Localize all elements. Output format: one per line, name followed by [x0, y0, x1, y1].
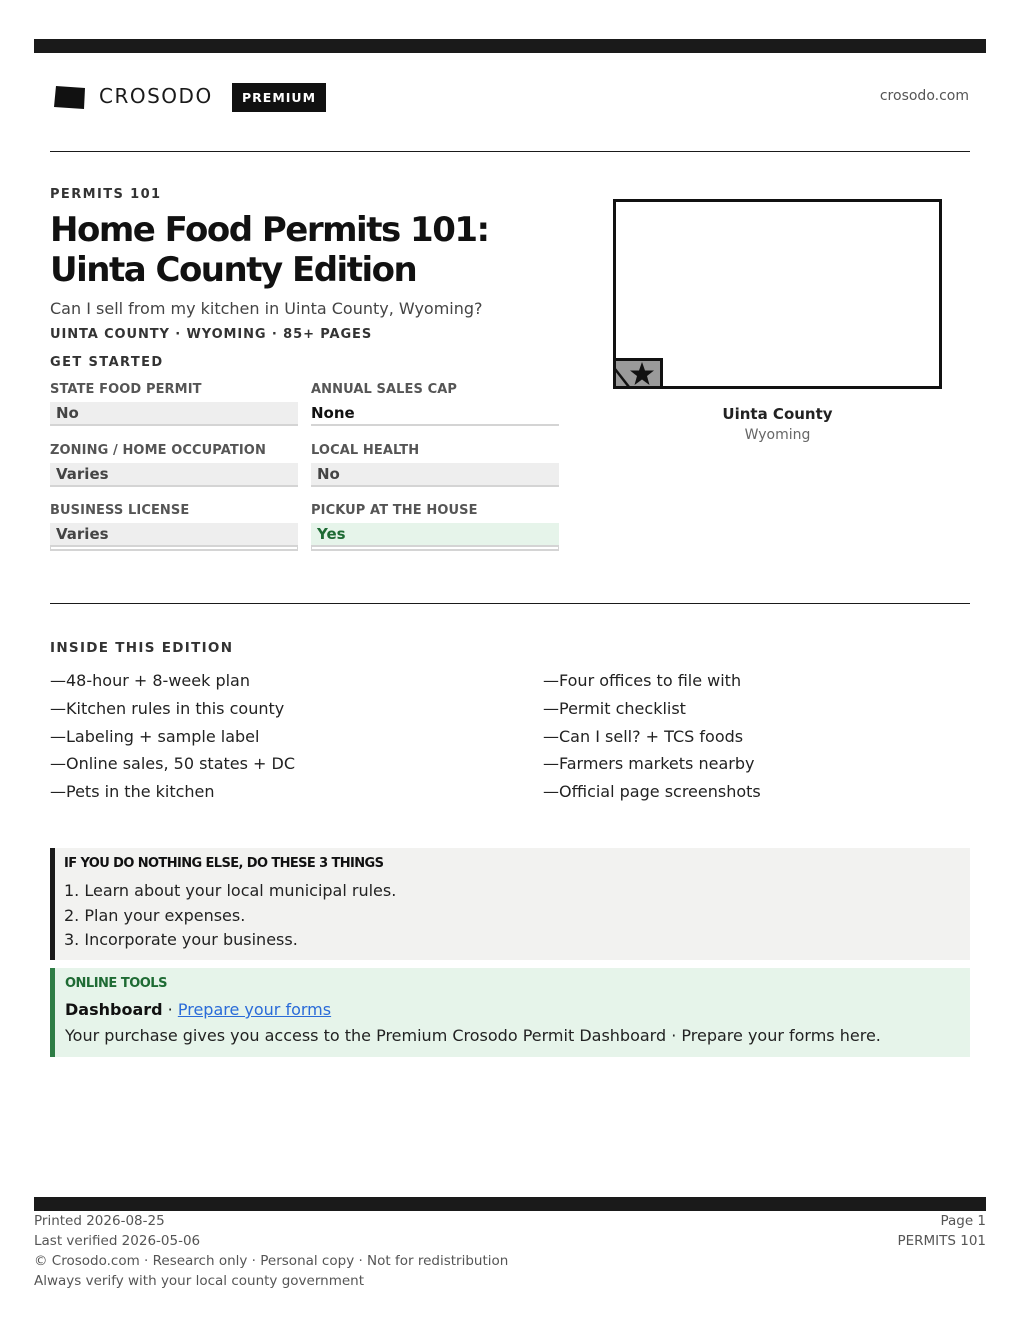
field-value: No: [311, 463, 559, 487]
field-label: ZONING / HOME OCCUPATION: [50, 443, 266, 458]
list-item: —Pets in the kitchen: [50, 782, 215, 802]
verify-disclaimer: Always verify with your local county government: [34, 1273, 364, 1289]
get-started-heading: GET STARTED: [50, 355, 164, 370]
top-rule-bar: [34, 39, 986, 53]
copyright-notice: © Crosodo.com · Research only · Personal copy · Not for redistribution: [34, 1253, 509, 1269]
list-item: —Official page screenshots: [543, 782, 761, 802]
site-url[interactable]: crosodo.com: [879, 88, 969, 104]
list-item: —48-hour + 8-week plan: [50, 671, 250, 690]
list-item: —Kitchen rules in this county: [50, 698, 285, 718]
callout-title: IF YOU DO NOTHING ELSE, DO THESE 3 THINGS: [64, 856, 384, 871]
list-item: 2. Plan your expenses.: [64, 905, 246, 925]
field-pickup-at-the-house: [311, 503, 559, 547]
field-label: PICKUP AT THE HOUSE: [311, 503, 478, 518]
three-things-list: [64, 879, 396, 953]
field-label: LOCAL HEALTH: [311, 443, 420, 458]
field-annual-sales-cap: [311, 382, 559, 426]
list-item: —Permit checklist: [543, 698, 686, 718]
field-value: None: [311, 402, 559, 426]
three-things-callout: [50, 848, 970, 960]
field-business-license: [50, 503, 298, 547]
list-item: 3. Incorporate your business.: [64, 930, 298, 950]
field-value: Varies: [50, 523, 298, 547]
dashboard-row: [65, 1000, 331, 1019]
field-state-food-permit: [50, 382, 298, 426]
separator: ·: [162, 1000, 178, 1019]
page-title: Home Food Permits 101: Uinta County Edition: [50, 210, 489, 290]
field-label: STATE FOOD PERMIT: [50, 382, 202, 397]
list-item: —Online sales, 50 states + DC: [50, 754, 296, 774]
field-local-health: [311, 443, 559, 487]
printed-date: Printed 2026-08-25: [34, 1213, 165, 1229]
callout-title: ONLINE TOOLS: [65, 976, 167, 991]
last-verified-date: Last verified 2026-05-06: [34, 1233, 201, 1249]
field-label: ANNUAL SALES CAP: [311, 382, 458, 397]
premium-badge: PREMIUM: [232, 83, 326, 112]
field-value: Varies: [50, 463, 298, 487]
field-zoning-home-occupation: [50, 443, 298, 487]
crosodo-logo-icon: [54, 85, 86, 109]
list-item: —Can I sell? + TCS foods: [543, 726, 744, 746]
page-subtitle: Can I sell from my kitchen in Uinta County, Wyoming?: [50, 299, 483, 318]
header-divider: [50, 151, 970, 152]
prepare-forms-link[interactable]: Prepare your forms: [177, 1000, 332, 1019]
online-tools-callout: [50, 968, 970, 1057]
dashboard-label: Dashboard: [65, 1000, 163, 1019]
list-item: —Farmers markets nearby: [543, 754, 755, 774]
brand-name: CROSODO: [99, 84, 213, 108]
field-value: Yes: [311, 523, 559, 547]
field-value: No: [50, 402, 298, 426]
dashboard-description: Your purchase gives you access to the Premium Crosodo Permit Dashboard · Prepare your forms here.: [65, 1026, 881, 1045]
star-icon: [613, 358, 663, 389]
map-state-name: Wyoming: [744, 427, 811, 443]
map-county-name: Uinta County: [722, 405, 833, 423]
list-item: —Labeling + sample label: [50, 726, 260, 746]
contents-list-left: [50, 667, 470, 806]
edition-meta: UINTA COUNTY · WYOMING · 85+ PAGES: [50, 327, 373, 342]
section-divider: [50, 603, 970, 604]
bottom-rule-bar: [34, 1197, 986, 1211]
page-number: Page 1: [940, 1213, 986, 1229]
inside-edition-heading: INSIDE THIS EDITION: [50, 640, 234, 656]
list-item: —Four offices to file with: [543, 671, 742, 690]
contents-list-right: [543, 667, 963, 806]
field-label: BUSINESS LICENSE: [50, 503, 190, 518]
list-item: 1. Learn about your local municipal rules.: [64, 881, 397, 900]
section-kicker: PERMITS 101: [50, 187, 162, 202]
page-header: [50, 80, 970, 114]
footer-section: PERMITS 101: [897, 1233, 986, 1249]
